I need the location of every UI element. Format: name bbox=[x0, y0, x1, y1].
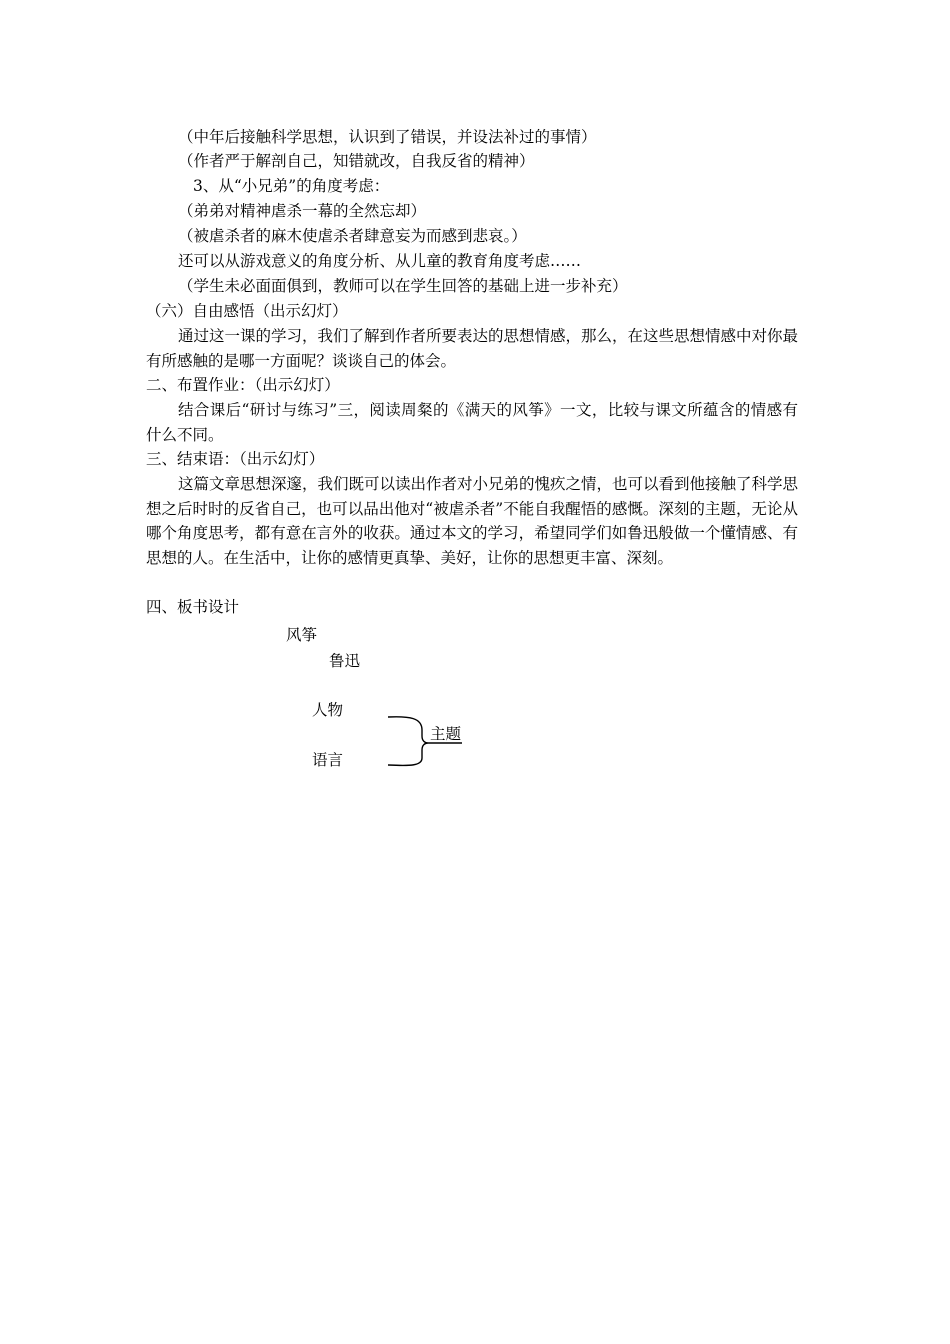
text-line-7: （学生未必面面俱到，教师可以在学生回答的基础上进一步补充） bbox=[178, 277, 628, 295]
text-line-3: 3、从“小兄弟”的角度考虑： bbox=[193, 177, 390, 195]
section-four-heading: 四、板书设计 bbox=[146, 598, 240, 616]
board-title: 风筝 bbox=[286, 626, 318, 644]
section-three-body: 这篇文章思想深邃，我们既可以读出作者对小兄弟的愧疚之情，也可以看到他接触了科学思想之后时时的反省自己，也可以品出他对“被虐杀者”不能自我醒悟的感慨。深刻的主题，无论从哪个角度思考，都有意在言外的收获。通过本文的学习，希望同学们如鲁迅般做一个懂情感、有思想的人。在生活中，让你的感情更真挚、美好，让你的思想更丰富、深刻。 bbox=[146, 475, 799, 568]
board-item-character: 人物 bbox=[312, 701, 344, 719]
text-line-6: 还可以从游戏意义的角度分析、从儿童的教育角度考虑…… bbox=[178, 252, 582, 270]
section-three-heading: 三、结束语：（出示幻灯） bbox=[146, 450, 325, 468]
text-line-2: （作者严于解剖自己，知错就改，自我反省的精神） bbox=[178, 152, 535, 170]
board-item-language: 语言 bbox=[312, 751, 344, 769]
section-six-body: 通过这一课的学习，我们了解到作者所要表达的思想情感，那么，在这些思想情感中对你最有所感触的是哪一方面呢？谈谈自己的体会。 bbox=[146, 327, 799, 370]
right-brace-icon bbox=[380, 708, 470, 778]
text-line-4: （弟弟对精神虐杀一幕的全然忘却） bbox=[178, 202, 427, 220]
text-line-1: （中年后接触科学思想，认识到了错误，并设法补过的事情） bbox=[178, 128, 597, 146]
board-theme: 主题 bbox=[430, 725, 462, 743]
section-six-heading: （六）自由感悟（出示幻灯） bbox=[146, 302, 348, 320]
board-author: 鲁迅 bbox=[329, 652, 361, 670]
section-two-body: 结合课后“研讨与练习”三，阅读周粲的《满天的风筝》一文，比较与课文所蕴含的情感有什么不同。 bbox=[146, 401, 798, 444]
text-line-5: （被虐杀者的麻木使虐杀者肆意妄为而感到悲哀。） bbox=[178, 227, 527, 245]
section-two-heading: 二、布置作业：（出示幻灯） bbox=[146, 376, 340, 394]
